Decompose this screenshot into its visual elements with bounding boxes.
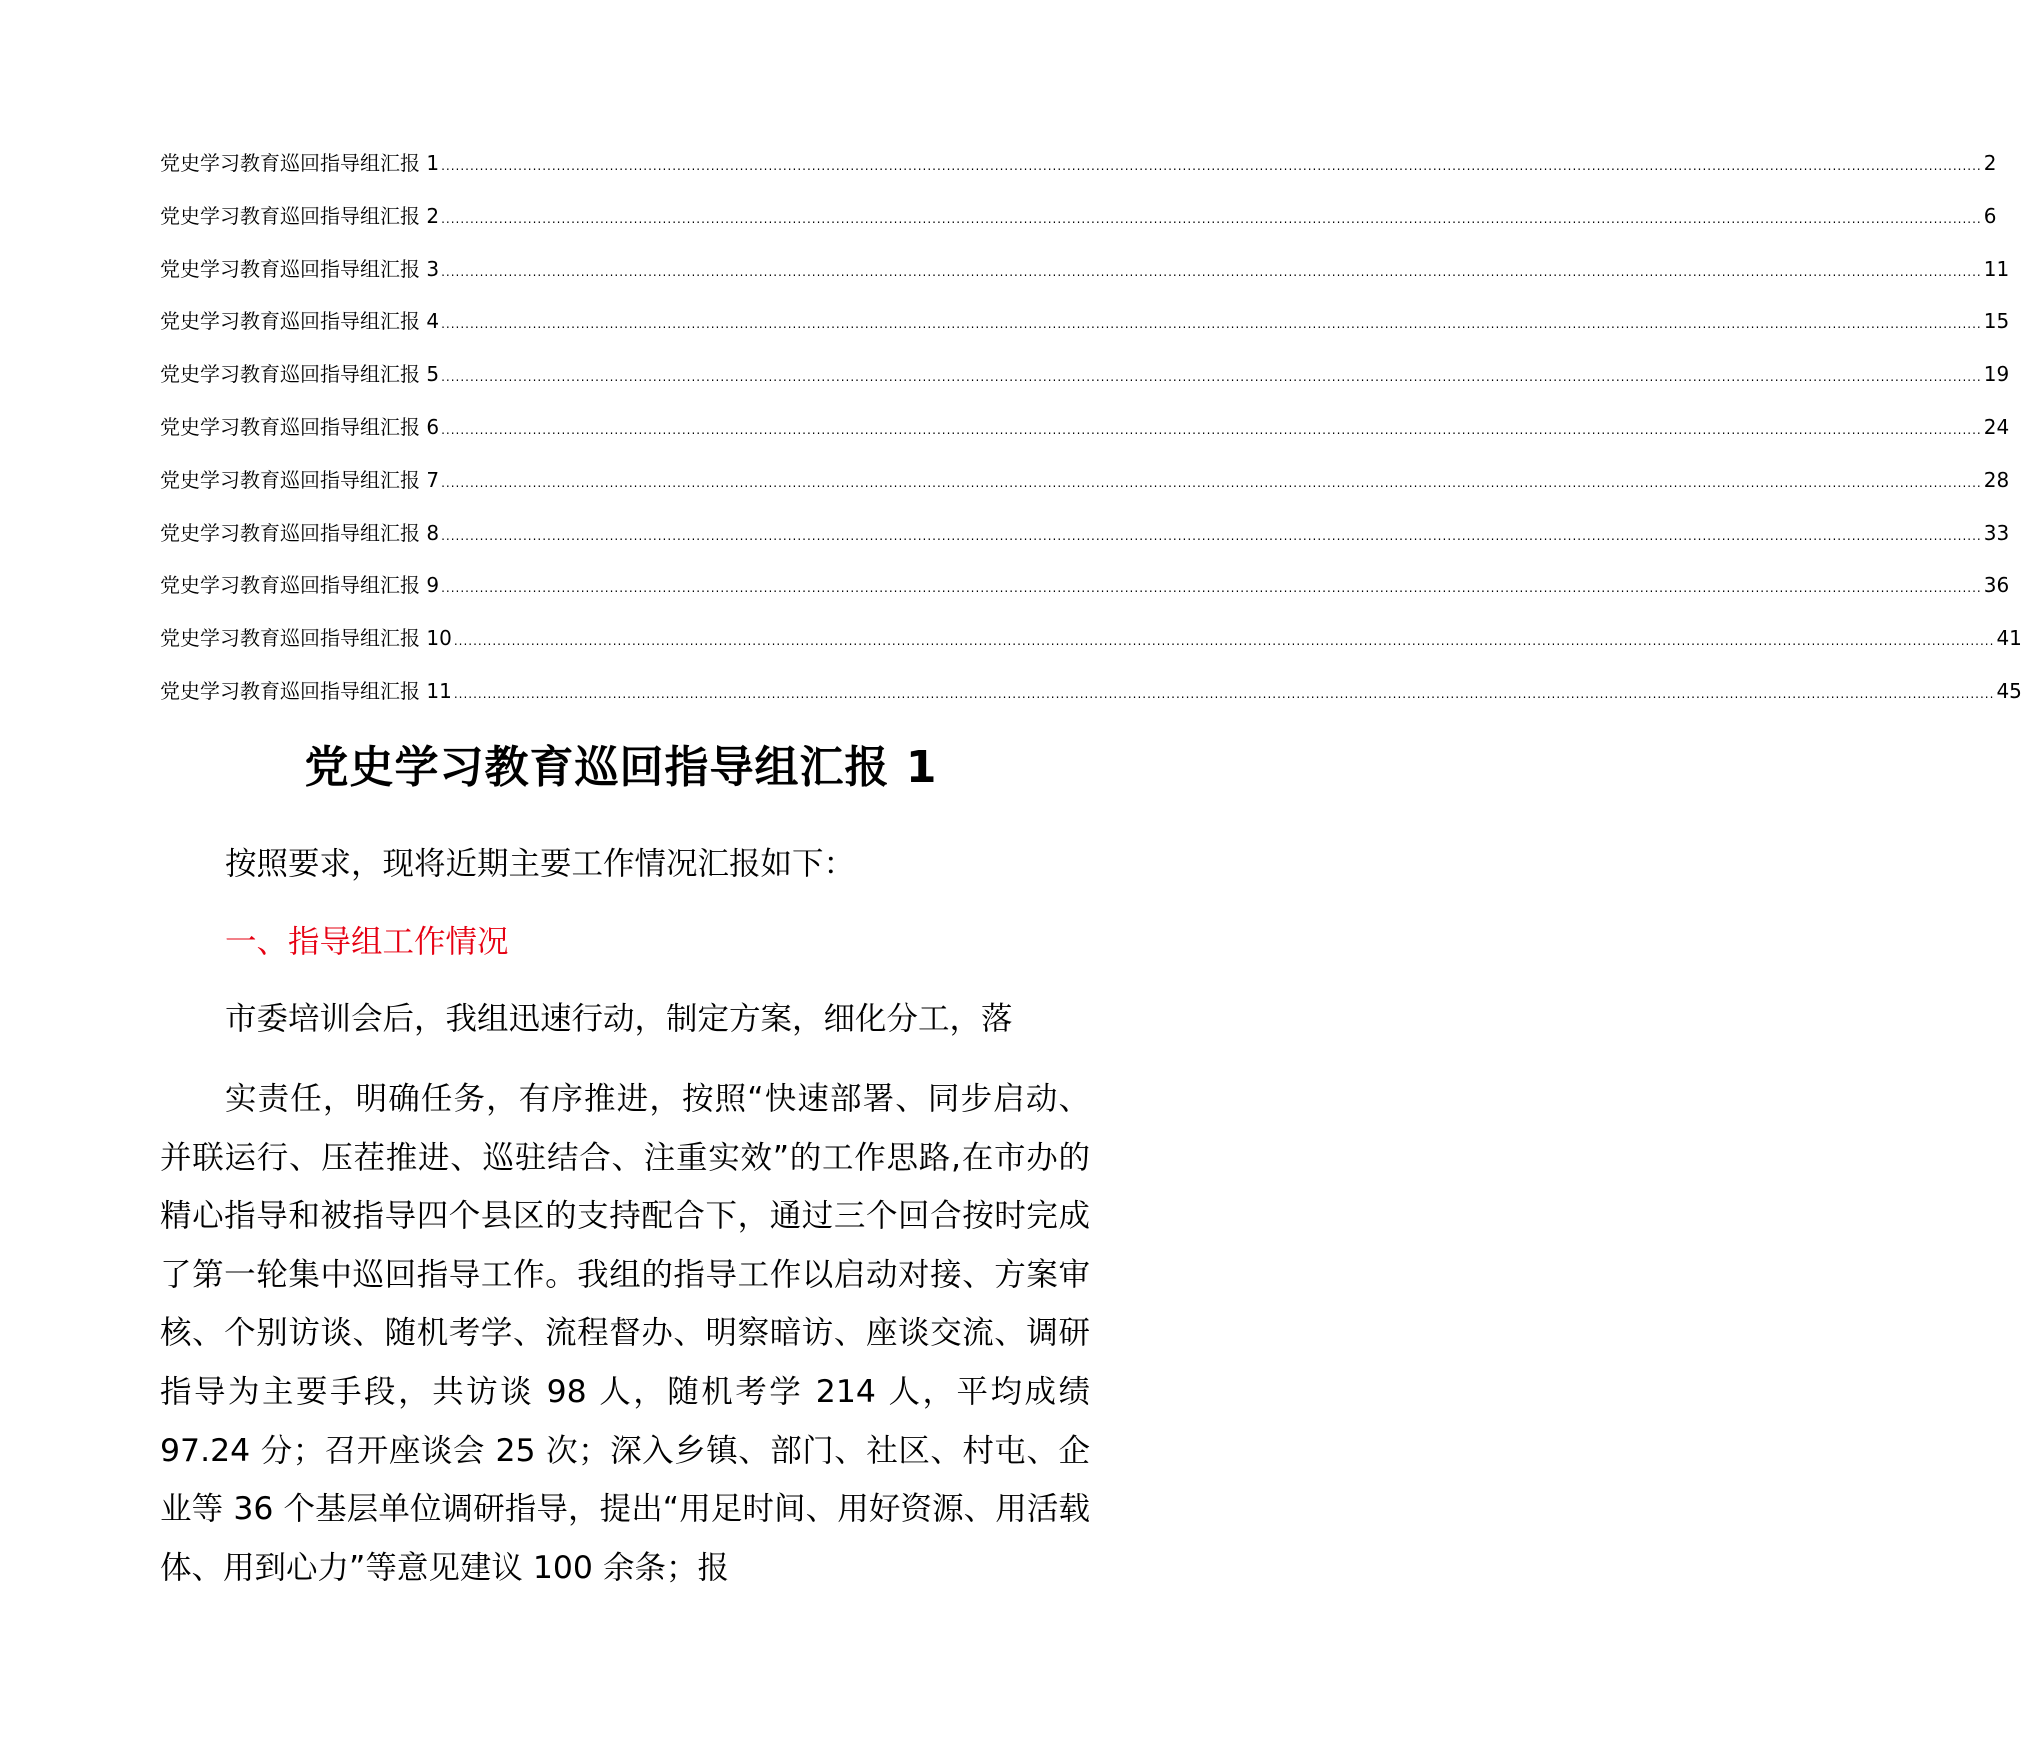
toc-entry[interactable] <box>160 570 2010 623</box>
toc-entry-page-number: 28 <box>1983 467 2010 492</box>
toc-entry[interactable] <box>160 306 2010 359</box>
toc-entry-page-number: 36 <box>1983 573 2010 598</box>
toc-entry-label: 党史学习教育巡回指导组汇报 4 <box>160 309 440 334</box>
toc-entry[interactable] <box>160 148 1997 201</box>
toc-entry-label: 党史学习教育巡回指导组汇报 8 <box>160 520 440 545</box>
toc-entry-label: 党史学习教育巡回指导组汇报 3 <box>160 256 440 281</box>
toc-leader-dots: ................................................................................................................................................................................................................................................................................................................................ <box>441 370 1982 385</box>
document-title: 党史学习教育巡回指导组汇报 1 <box>304 742 938 793</box>
toc-entry-label: 党史学习教育巡回指导组汇报 2 <box>160 203 440 228</box>
toc-entry-label: 党史学习教育巡回指导组汇报 9 <box>160 573 440 598</box>
intro-paragraph: 按照要求，现将近期主要工作情况汇报如下： <box>225 846 856 882</box>
toc-entry-label: 党史学习教育巡回指导组汇报 10 <box>160 626 452 651</box>
toc-entry[interactable] <box>160 623 2022 676</box>
toc-entry-page-number: 33 <box>1983 520 2010 545</box>
toc-entry-page-number: 11 <box>1983 256 2010 281</box>
toc-leader-dots: ................................................................................................................................................................................................................................................................................................................................ <box>441 317 1982 332</box>
toc-leader-dots: ................................................................................................................................................................................................................................................................................................................................ <box>453 686 1995 701</box>
body-paragraph-1: 市委培训会后，我组迅速行动，制定方案，细化分工，落 <box>225 1001 1013 1037</box>
toc-entry[interactable] <box>160 359 2010 412</box>
toc-entry-label: 党史学习教育巡回指导组汇报 1 <box>160 151 440 175</box>
toc-entry[interactable] <box>160 465 2010 518</box>
toc-entry[interactable] <box>160 518 2010 571</box>
toc-entry-page-number: 15 <box>1983 309 2010 334</box>
toc-entry-label: 党史学习教育巡回指导组汇报 5 <box>160 362 440 387</box>
toc-entry-page-number: 41 <box>1996 626 2022 651</box>
toc-entry[interactable] <box>160 676 2022 729</box>
toc-leader-dots: ................................................................................................................................................................................................................................................................................................................................ <box>441 264 1982 279</box>
toc-entry[interactable] <box>160 201 1997 254</box>
toc-leader-dots: ................................................................................................................................................................................................................................................................................................................................ <box>441 159 1982 173</box>
toc-leader-dots: ................................................................................................................................................................................................................................................................................................................................ <box>453 634 1995 649</box>
toc-entry[interactable] <box>160 254 2010 307</box>
toc-entry-label: 党史学习教育巡回指导组汇报 7 <box>160 467 440 492</box>
body-paragraph-2: 实责任，明确任务，有序推进，按照“快速部署、同步启动、并联运行、压茬推进、巡驻结合、注重实效”的工作思路,在市办的精心指导和被指导四个县区的支持配合下，通过三个回合按时完成了第一轮集中巡回指导工作。我组的指导工作以启动对接、方案审核、个别访谈、随机考学、流程督办、明察暗访、座谈交流、调研指导为主要手段，共访谈 98 人，随机考学 214 人，平均成绩 97.24 分；召开座谈会 25 次；深入乡镇、部门、社区、村屯、企业等 36 个基层单位调研指导，提出“用足时间、用好资源、用活载体、用到心力”等意见建议 100 余条；报 <box>160 1081 1090 1586</box>
table-of-contents <box>160 148 2022 729</box>
toc-entry-page-number: 19 <box>1983 362 2010 387</box>
toc-entry-page-number: 6 <box>1983 203 1997 228</box>
toc-leader-dots: ................................................................................................................................................................................................................................................................................................................................ <box>441 422 1982 437</box>
toc-entry-page-number: 24 <box>1983 414 2010 439</box>
toc-leader-dots: ................................................................................................................................................................................................................................................................................................................................ <box>441 211 1982 226</box>
toc-entry[interactable] <box>160 412 2010 465</box>
toc-entry-label: 党史学习教育巡回指导组汇报 6 <box>160 414 440 439</box>
toc-entry-page-number: 2 <box>1983 151 1997 175</box>
toc-entry-page-number: 45 <box>1996 678 2022 703</box>
toc-entry-label: 党史学习教育巡回指导组汇报 11 <box>160 678 452 703</box>
section-heading: 一、指导组工作情况 <box>225 924 509 960</box>
toc-leader-dots: ................................................................................................................................................................................................................................................................................................................................ <box>441 475 1982 490</box>
toc-leader-dots: ................................................................................................................................................................................................................................................................................................................................ <box>441 528 1982 543</box>
toc-leader-dots: ................................................................................................................................................................................................................................................................................................................................ <box>441 581 1982 596</box>
